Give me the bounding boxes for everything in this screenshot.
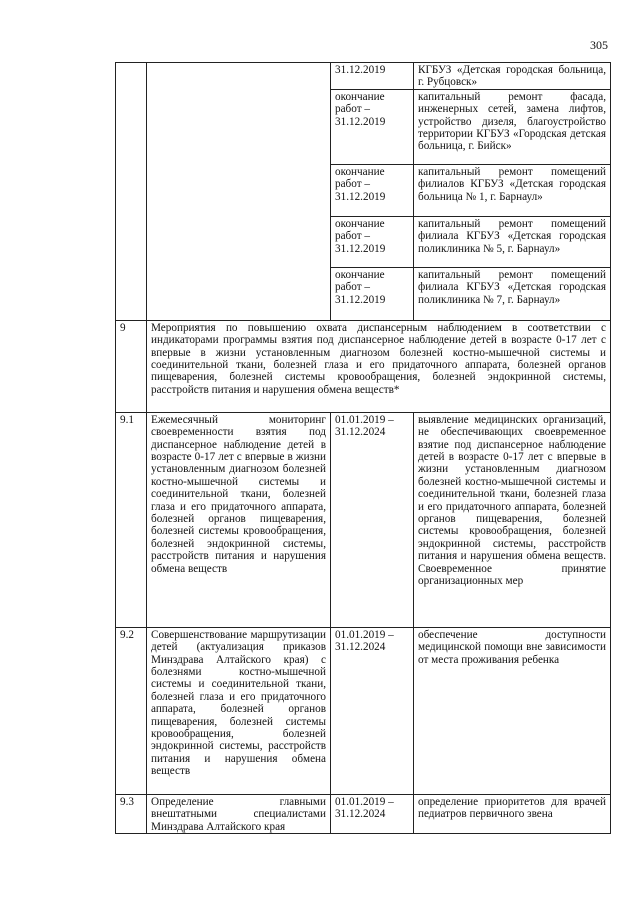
page-number: 305	[590, 38, 608, 52]
table-row	[116, 63, 611, 90]
cell-result: выявление медицинских организаций, не обеспечивающих своевременное взятие под диспансерное наблюдение детей в возрасте 0-17 лет с впервые в жизни установленным диагнозом болезней костно-мышечной системы и соединительной ткани, болезней глаза и его придаточного аппарата, болезней органов пищеварения, болезней системы кровообращения, болезней эндокринной системы, расстройств питания и нарушения обмена веществ. Своевременное принятие организационных мер	[414, 412, 611, 627]
cell-term	[331, 164, 414, 216]
term-prefix: окончание работ –	[335, 165, 385, 191]
cell-result: капитальный ремонт фасада, инженерных сетей, замена лифтов, устройство дизеля, благоустройство территории КГБУЗ «Городская детская больница, г. Бийск»	[414, 89, 611, 164]
cell-result: капитальный ремонт помещений филиала КГБУЗ «Детская городская поликлиника № 7, г. Барнаул»	[414, 267, 611, 320]
term-date: 31.12.2019	[335, 242, 386, 255]
term-date: 31.12.2019	[335, 293, 386, 306]
row-number: 9.1	[116, 412, 147, 627]
term-date: 31.12.2019	[335, 115, 386, 128]
term-date: 31.12.2019	[335, 64, 386, 76]
term-date: 31.12.2019	[335, 190, 386, 203]
section-number: 9	[116, 320, 147, 412]
cell-term: 01.01.2019 – 31.12.2024	[331, 794, 414, 833]
cell-result: определение приоритетов для врачей педиатров первичного звена	[414, 794, 611, 833]
cell-event-empty	[147, 63, 331, 321]
term-prefix: окончание работ –	[335, 90, 385, 116]
cell-event: Ежемесячный мониторинг своевременности взятия под диспансерное наблюдение детей в возрасте 0-17 лет с впервые в жизни установленным диагнозом болезней костно-мышечной системы и соединительной ткани, болезней глаза и его придаточного аппарата, болезней органов пищеварения, болезней системы кровообращения, болезней эндокринной системы, расстройств питания и нарушения обмена веществ	[147, 412, 331, 627]
cell-result: КГБУЗ «Детская городская больница, г. Рубцовск»	[414, 63, 611, 90]
cell-result: капитальный ремонт помещений филиала КГБУЗ «Детская городская поликлиника № 5, г. Барнаул»	[414, 216, 611, 267]
table-row	[116, 794, 611, 833]
section-title: Мероприятия по повышению охвата диспансерным наблюдением в соответствии с индикаторами программы взятия под диспансерное наблюдение детей в возрасте 0-17 лет с впервые в жизни установленным диагнозом болезней костно-мышечной системы и соединительной ткани, болезней глаза и его придаточного аппарата, болезней органов пищеварения, болезней системы кровообращения, болезней эндокринной системы, расстройств питания и нарушения обмена веществ*	[147, 320, 611, 412]
row-number: 9.3	[116, 794, 147, 833]
term-prefix: окончание работ –	[335, 268, 385, 294]
cell-result: капитальный ремонт помещений филиалов КГБУЗ «Детская городская больница № 1, г. Барнаул»	[414, 164, 611, 216]
table-row	[116, 412, 611, 627]
cell-event: Определение главными внештатными специалистами Минздрава Алтайского края	[147, 794, 331, 833]
measures-table	[115, 62, 611, 834]
cell-result: обеспечение доступности медицинской помощи вне зависимости от места проживания ребенка	[414, 627, 611, 794]
section-row	[116, 320, 611, 412]
cell-term: 01.01.2019 – 31.12.2024	[331, 412, 414, 627]
cell-term: 01.01.2019 – 31.12.2024	[331, 627, 414, 794]
cell-number-empty	[116, 63, 147, 321]
cell-term	[331, 216, 414, 267]
cell-term	[331, 63, 414, 90]
table-row	[116, 627, 611, 794]
term-prefix: окончание работ –	[335, 217, 385, 243]
cell-event: Совершенствование маршрутизации детей (актуализация приказов Минздрава Алтайского края) с болезнями костно-мышечной системы и соединительной ткани, болезней глаза и его придаточного аппарата, болезней органов пищеварения, болезней системы кровообращения, болезней эндокринной системы, расстройств питания и нарушения обмена веществ	[147, 627, 331, 794]
row-number: 9.2	[116, 627, 147, 794]
cell-term	[331, 89, 414, 164]
cell-term	[331, 267, 414, 320]
